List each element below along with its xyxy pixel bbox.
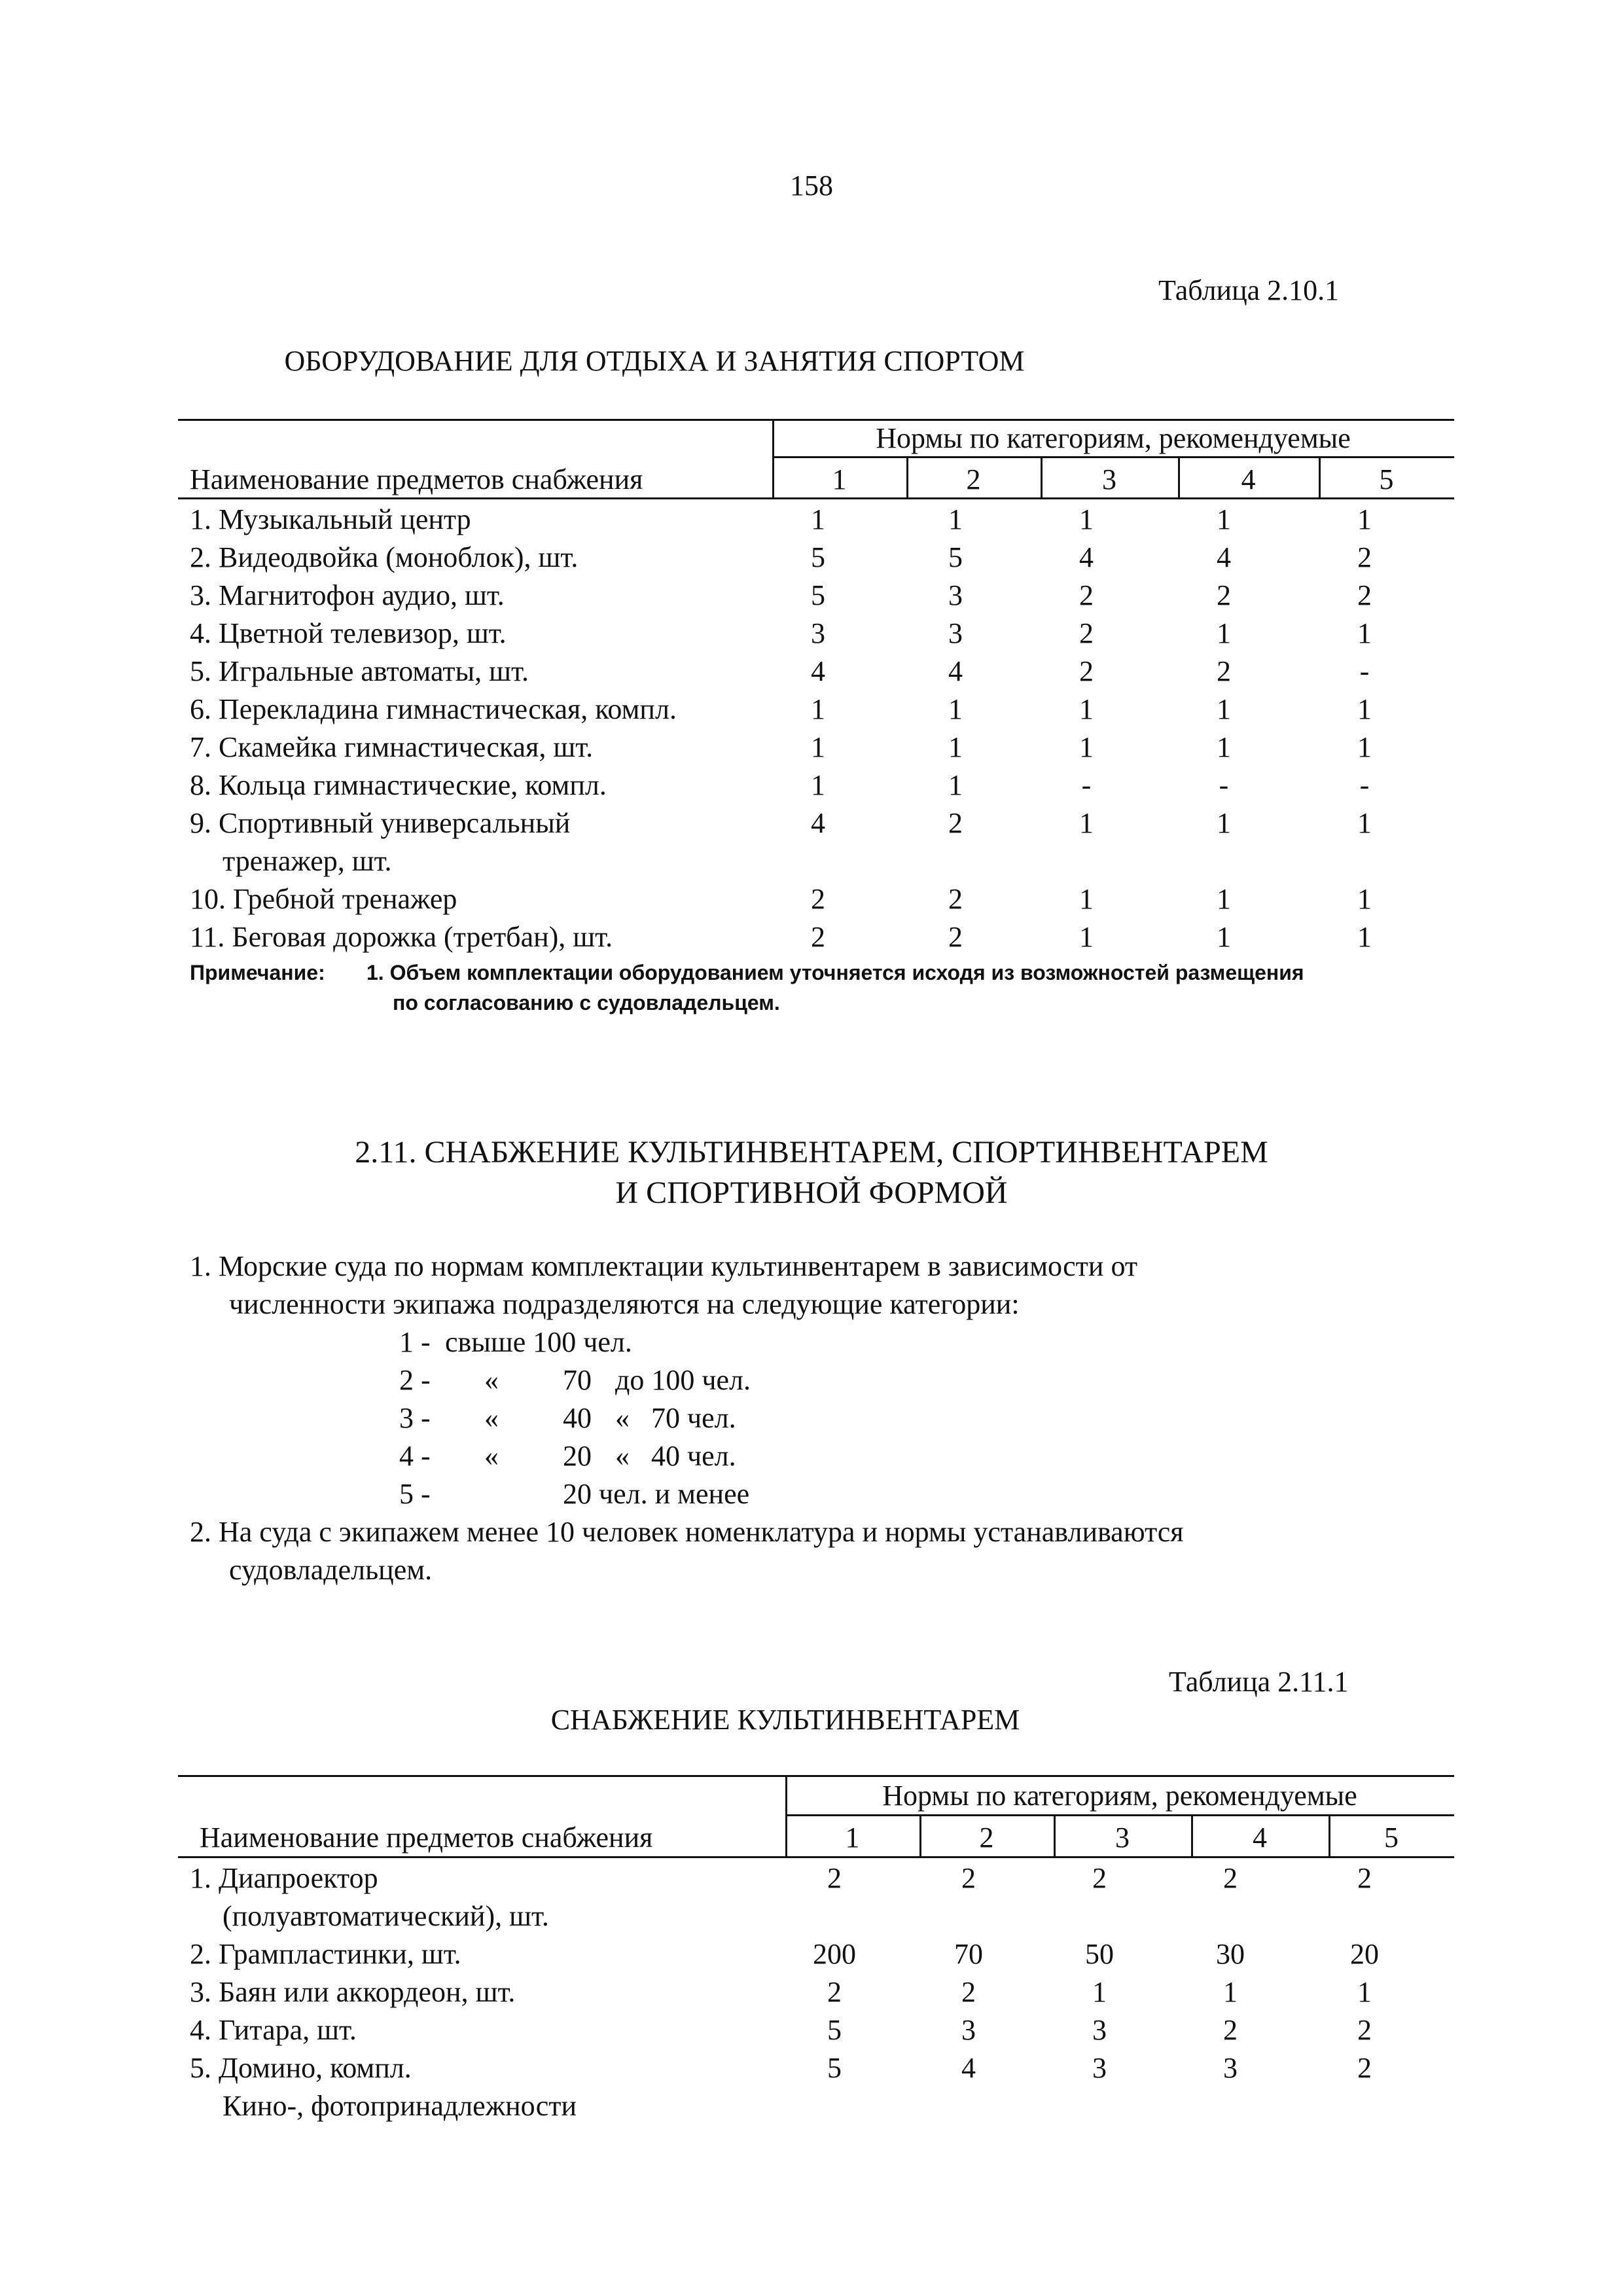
table-cell: 30 — [1216, 1938, 1245, 1970]
table-row: 2. Грампластинки, шт. — [190, 1938, 461, 1970]
table-cell: 70 — [954, 1938, 983, 1970]
table-cell: 2 — [948, 921, 963, 953]
section-title-continuation: И СПОРТИВНОЙ ФОРМОЙ — [615, 1175, 1008, 1210]
page-number: 158 — [790, 170, 833, 202]
table-cell: 3 — [948, 617, 963, 649]
table-row: 1. Диапроектор — [190, 1862, 378, 1894]
header-norms: Нормы по категориям, рекомендуемые — [882, 1780, 1357, 1812]
table-cell: 1 — [1217, 693, 1231, 725]
table-row: 3. Баян или аккордеон, шт. — [190, 1976, 516, 2008]
table-cell: 1 — [811, 769, 825, 801]
table-cell: 1 — [811, 731, 825, 763]
ditto-mark: « — [484, 1440, 499, 1472]
header-category-3: 3 — [1115, 1821, 1130, 1854]
table-cell: 4 — [811, 807, 825, 839]
category-to: « 70 чел. — [615, 1402, 736, 1434]
category-from: 70 — [563, 1364, 592, 1396]
table-cell: 1 — [1217, 883, 1231, 915]
category-text: свыше 100 чел. — [445, 1326, 632, 1358]
note-text-continuation: по согласованию с судовладельцем. — [393, 991, 780, 1014]
table-cell: 4 — [961, 2052, 976, 2084]
table-cell: 1 — [811, 693, 825, 725]
table-row-continuation: (полуавтоматический), шт. — [223, 1900, 549, 1932]
category-to: до 100 чел. — [615, 1364, 751, 1396]
table-cell: 2 — [948, 807, 963, 839]
table-subheading: Кино-, фотопринадлежности — [223, 2090, 577, 2122]
table-cell: 1 — [1079, 731, 1094, 763]
header-category-2: 2 — [966, 463, 981, 495]
table-label: Таблица 2.11.1 — [1169, 1666, 1349, 1698]
category-num: 4 - — [399, 1440, 431, 1472]
table-cell: 4 — [1079, 541, 1094, 573]
header-category-4: 4 — [1241, 463, 1256, 495]
table-cell: 4 — [948, 655, 963, 687]
table-cell: 2 — [948, 883, 963, 915]
header-category-2: 2 — [979, 1821, 994, 1854]
table-cell: 3 — [1092, 2014, 1107, 2046]
table-cell: 2 — [1217, 579, 1231, 611]
table-cell: 2 — [1357, 579, 1372, 611]
table-row: 7. Скамейка гимнастическая, шт. — [190, 731, 594, 763]
table-cell: 1 — [1217, 617, 1231, 649]
table-row: 5. Игральные автоматы, шт. — [190, 655, 529, 687]
note-label: Примечание: — [190, 961, 325, 984]
table-cell: 1 — [948, 503, 963, 535]
table-row: 6. Перекладина гимнастическая, компл. — [190, 693, 677, 725]
table-cell: 1 — [1217, 921, 1231, 953]
table-cell: 2 — [827, 1862, 842, 1894]
header-category-5: 5 — [1384, 1821, 1399, 1854]
ditto-mark: « — [484, 1364, 499, 1396]
table-cell: 1 — [1217, 731, 1231, 763]
table-cell: 2 — [811, 883, 825, 915]
table-cell: - — [1359, 655, 1370, 687]
category-from: 20 — [563, 1440, 592, 1472]
table-cell: 3 — [961, 2014, 976, 2046]
table-row: 8. Кольца гимнастические, компл. — [190, 769, 607, 801]
table-cell: 2 — [1079, 617, 1094, 649]
table-row: 2. Видеодвойка (моноблок), шт. — [190, 541, 579, 573]
table-row: 10. Гребной тренажер — [190, 883, 457, 915]
category-text: 20 чел. и менее — [563, 1478, 750, 1510]
table-cell: 2 — [827, 1976, 842, 2008]
table-row: 3. Магнитофон аудио, шт. — [190, 579, 505, 611]
table-cell: 1 — [1357, 731, 1372, 763]
table-cell: 1 — [1079, 921, 1094, 953]
table-cell: 2 — [811, 921, 825, 953]
table-cell: 1 — [1079, 883, 1094, 915]
table-title: СНАБЖЕНИЕ КУЛЬТИНВЕНТАРЕМ — [550, 1704, 1020, 1736]
table-cell: 1 — [1217, 807, 1231, 839]
paragraph-2: 2. На суда с экипажем менее 10 человек номенклатура и нормы устанавливаются — [190, 1516, 1184, 1548]
table-cell: 1 — [1357, 1976, 1372, 2008]
table-cell: 3 — [948, 579, 963, 611]
table-cell: 2 — [961, 1976, 976, 2008]
table-cell: 200 — [813, 1938, 856, 1970]
table-label: Таблица 2.10.1 — [1158, 274, 1340, 306]
table-cell: 1 — [1092, 1976, 1107, 2008]
table-cell: 2 — [1357, 2052, 1372, 2084]
section-title: 2.11. СНАБЖЕНИЕ КУЛЬТИНВЕНТАРЕМ, СПОРТИНВЕНТАРЕМ — [355, 1135, 1268, 1170]
table-cell: 1 — [948, 769, 963, 801]
header-category-5: 5 — [1379, 463, 1394, 495]
table-cell: 4 — [1217, 541, 1231, 573]
header-category-1: 1 — [845, 1821, 860, 1854]
table-cell: 1 — [948, 731, 963, 763]
table-cell: 2 — [1357, 1862, 1372, 1894]
table-cell: 1 — [1079, 503, 1094, 535]
table-cell: 3 — [1092, 2052, 1107, 2084]
table-cell: 5 — [811, 579, 825, 611]
table-cell: 3 — [1223, 2052, 1238, 2084]
table-cell: 1 — [1357, 617, 1372, 649]
table-title: ОБОРУДОВАНИЕ ДЛЯ ОТДЫХА И ЗАНЯТИЯ СПОРТОМ — [284, 345, 1025, 377]
table-cell: 50 — [1085, 1938, 1114, 1970]
note-text: 1. Объем комплектации оборудованием уточняется исходя из возможностей размещения — [366, 961, 1304, 984]
table-cell: 2 — [1092, 1862, 1107, 1894]
table-cell: - — [1081, 769, 1092, 801]
header-category-3: 3 — [1102, 463, 1116, 495]
category-from: 40 — [563, 1402, 592, 1434]
table-cell: 2 — [961, 1862, 976, 1894]
table-cell: - — [1359, 769, 1370, 801]
table-cell: 2 — [1357, 541, 1372, 573]
table-cell: 1 — [1223, 1976, 1238, 2008]
table-cell: 1 — [1079, 807, 1094, 839]
header-norms: Нормы по категориям, рекомендуемые — [876, 422, 1351, 454]
table-cell: 5 — [811, 541, 825, 573]
table-cell: 1 — [1357, 883, 1372, 915]
table-cell: 5 — [827, 2014, 842, 2046]
table-row: 9. Спортивный универсальный — [190, 807, 571, 839]
table-cell: 2 — [1079, 579, 1094, 611]
category-num: 1 - — [399, 1326, 431, 1358]
table-cell: 2 — [1079, 655, 1094, 687]
table-cell: 1 — [811, 503, 825, 535]
table-cell: 1 — [1357, 503, 1372, 535]
table-row: 4. Цветной телевизор, шт. — [190, 617, 507, 649]
table-cell: 1 — [1217, 503, 1231, 535]
header-item-name: Наименование предметов снабжения — [200, 1821, 653, 1854]
table-cell: 3 — [811, 617, 825, 649]
category-num: 2 - — [399, 1364, 431, 1396]
table-cell: 1 — [1357, 921, 1372, 953]
category-to: « 40 чел. — [615, 1440, 736, 1472]
header-category-1: 1 — [832, 463, 847, 495]
category-num: 3 - — [399, 1402, 431, 1434]
category-num: 5 - — [399, 1478, 431, 1510]
table-row-continuation: тренажер, шт. — [223, 845, 392, 877]
table-cell: 5 — [827, 2052, 842, 2084]
paragraph-2-continuation: судовладельцем. — [229, 1554, 433, 1586]
table-cell: 2 — [1217, 655, 1231, 687]
paragraph-1-continuation: численности экипажа подразделяются на следующие категории: — [229, 1288, 1020, 1320]
table-cell: 1 — [1079, 693, 1094, 725]
table-cell: - — [1219, 769, 1229, 801]
table-cell: 5 — [948, 541, 963, 573]
table-cell: 4 — [811, 655, 825, 687]
header-category-4: 4 — [1253, 1821, 1267, 1854]
table-row: 5. Домино, компл. — [190, 2052, 412, 2084]
table-cell: 2 — [1223, 1862, 1238, 1894]
table-cell: 1 — [948, 693, 963, 725]
table-cell: 1 — [1357, 693, 1372, 725]
table-cell: 1 — [1357, 807, 1372, 839]
table-row: 11. Беговая дорожка (третбан), шт. — [190, 921, 613, 953]
table-row: 4. Гитара, шт. — [190, 2014, 357, 2046]
table-cell: 20 — [1350, 1938, 1379, 1970]
paragraph-1: 1. Морские суда по нормам комплектации культинвентарем в зависимости от — [190, 1250, 1138, 1282]
table-cell: 2 — [1357, 2014, 1372, 2046]
header-item-name: Наименование предметов снабжения — [190, 463, 643, 495]
table-cell: 2 — [1223, 2014, 1238, 2046]
table-row: 1. Музыкальный центр — [190, 503, 471, 535]
ditto-mark: « — [484, 1402, 499, 1434]
